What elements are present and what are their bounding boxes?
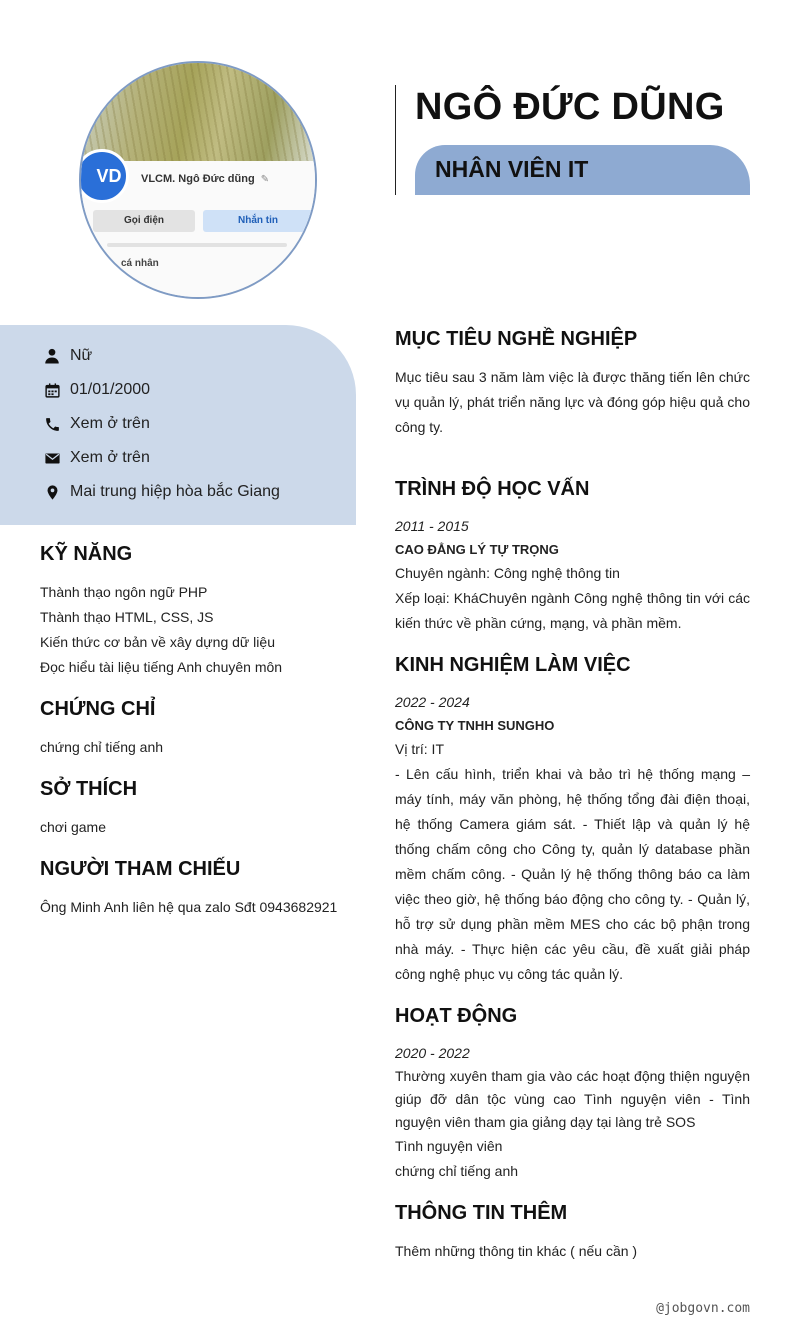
calendar-icon	[42, 380, 62, 400]
activities-period: 2020 - 2022	[395, 1045, 470, 1061]
position-title: NHÂN VIÊN IT	[435, 156, 589, 182]
activities-extra: chứng chỉ tiếng anh	[395, 1163, 519, 1179]
experience-section	[395, 691, 750, 987]
activities-role: Tình nguyện viên	[395, 1138, 503, 1154]
profile-name	[141, 173, 269, 185]
skill-item: Thành thạo HTML, CSS, JS	[40, 609, 214, 625]
call-button: Gọi điện	[93, 210, 195, 232]
contact-phone	[42, 413, 150, 435]
education-major: Chuyên ngành: Công nghệ thông tin	[395, 565, 620, 581]
education-grade: Xếp loại: KháChuyên ngành Công nghệ thông tin với các kiến thức về phần cứng, mạng, và phần mềm.	[395, 590, 750, 631]
location-pin-icon	[42, 482, 62, 502]
hobby-item: chơi game	[40, 819, 106, 835]
references-heading: NGƯỜI THAM CHIẾU	[40, 858, 241, 880]
additional-heading: THÔNG TIN THÊM	[395, 1202, 568, 1224]
experience-description: - Lên cấu hình, triển khai và bảo trì hệ thống mạng – máy tính, máy văn phòng, hệ thống tổng đài điện thoại, hệ thống Camera giám sát. - Thiết lập và quản lý hệ thống chấm công cho Công ty, quản lý database phần mềm chấm công. - Quản lý hệ thống thông báo ca làm việc theo giờ, hệ thống báo động cho công ty. - Quản lý, hỗ trợ sử dụng phần mềm MES cho các bộ phận trong nhà máy. - Thực hiện các yêu cầu, đề xuất giải pháp công nghệ phục vụ công tác quản lý.	[395, 766, 750, 982]
experience-role: Vị trí: IT	[395, 741, 444, 757]
profile-name-text: VLCM. Ngô Đức dũng	[141, 173, 255, 185]
watermark: @jobgovn.com	[656, 1301, 750, 1316]
skill-item: Thành thạo ngôn ngữ PHP	[40, 584, 208, 600]
email-text: Xem ở trên	[70, 449, 150, 466]
contact-address	[42, 481, 280, 503]
hobbies-heading: SỞ THÍCH	[40, 778, 138, 800]
gender-text: Nữ	[70, 347, 93, 364]
reference-item: Ông Minh Anh liên hệ qua zalo Sđt 0943682921	[40, 899, 338, 915]
address-text: Mai trung hiệp hòa bắc Giang	[70, 483, 280, 500]
divider	[107, 243, 287, 247]
education-heading: TRÌNH ĐỘ HỌC VẤN	[395, 478, 590, 500]
additional-text: Thêm những thông tin khác ( nếu cần )	[395, 1243, 638, 1259]
activities-description: Thường xuyên tham gia vào các hoạt động thiện nguyện giúp đỡ dân tộc vùng cao Tình nguyện viên - Tình nguyện viên tham gia giảng dạy tại làng trẻ SOS	[395, 1068, 750, 1130]
contact-email	[42, 447, 150, 469]
avatar-photo	[79, 61, 317, 299]
mail-icon	[42, 448, 62, 468]
experience-period: 2022 - 2024	[395, 694, 470, 710]
position-banner	[415, 145, 750, 195]
person-icon	[42, 346, 62, 366]
skill-item: Đọc hiểu tài liệu tiếng Anh chuyên môn	[40, 659, 283, 675]
header-divider	[395, 85, 396, 195]
initials-badge: VD	[79, 149, 129, 203]
phone-text: Xem ở trên	[70, 415, 150, 432]
experience-heading: KINH NGHIỆM LÀM VIỆC	[395, 654, 631, 676]
grass-photo	[81, 63, 315, 161]
education-school: CAO ĐẲNG LÝ TỰ TRỌNG	[395, 542, 559, 557]
birthday-text: 01/01/2000	[70, 381, 151, 398]
education-section	[395, 515, 750, 636]
objective-section	[395, 365, 750, 440]
activities-section	[395, 1042, 750, 1183]
skill-item: Kiến thức cơ bản về xây dựng dữ liệu	[40, 634, 275, 650]
objective-text: Mục tiêu sau 3 năm làm việc là được thăng tiến lên chức vụ quản lý, phát triển năng lực và đóng góp hiệu quả cho công ty.	[395, 369, 750, 435]
profile-section-label: cá nhân	[121, 258, 159, 269]
certificate-item: chứng chỉ tiếng anh	[40, 739, 164, 755]
activities-heading: HOẠT ĐỘNG	[395, 1005, 518, 1027]
contact-birthday	[42, 379, 150, 401]
message-button: Nhắn tin	[203, 210, 313, 232]
education-period: 2011 - 2015	[395, 518, 469, 534]
pencil-icon: ✎	[260, 174, 270, 185]
certificates-heading: CHỨNG CHỈ	[40, 698, 156, 720]
candidate-name: NGÔ ĐỨC DŨNG	[415, 86, 725, 128]
experience-company: CÔNG TY TNHH SUNGHO	[395, 718, 555, 733]
phone-icon	[42, 414, 62, 434]
contact-gender	[42, 345, 92, 367]
skills-heading: KỸ NĂNG	[40, 543, 133, 565]
objective-heading: MỤC TIÊU NGHỀ NGHIỆP	[395, 328, 638, 350]
additional-section	[395, 1239, 750, 1264]
